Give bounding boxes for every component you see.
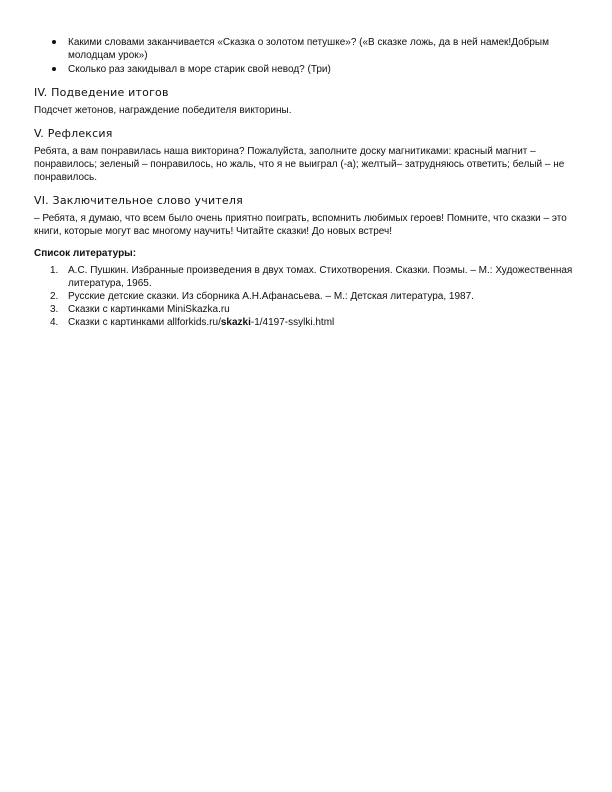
- list-item-text: А.С. Пушкин. Избранные произведения в двух томах. Стихотворения. Сказки. Поэмы. – М.: Художественная литература, 1965.: [68, 265, 573, 289]
- list-item-number: 2.: [50, 291, 59, 302]
- literature-list: [34, 264, 574, 329]
- section-heading: V. Рефлексия: [34, 127, 113, 140]
- list-item-text-after: -1/4197-ssylki.html: [250, 317, 335, 328]
- list-item: [50, 264, 574, 290]
- list-item-number: 1.: [50, 265, 59, 276]
- list-item: [50, 290, 574, 303]
- list-item-text: Сказки с картинками MiniSkazka.ru: [68, 304, 230, 315]
- list-item-number: 3.: [50, 304, 59, 315]
- list-item-text-bold: skazki: [220, 317, 251, 328]
- list-item-text: Русские детские сказки. Из сборника А.Н.Афанасьева. – М.: Детская литература, 1987.: [68, 291, 474, 302]
- section-summary: [34, 86, 574, 117]
- list-item: [50, 316, 574, 329]
- section-paragraph: Ребята, а вам понравилась наша викторина? Пожалуйста, заполните доску магнитиками: красный магнит – понравилось; зеленый – понравилось, но жаль, что я не выиграл (-а); желтый– затрудняюсь ответить; белый – не понравилось.: [34, 146, 565, 183]
- section-heading: VI. Заключительное слово учителя: [34, 194, 243, 207]
- list-item-number: 4.: [50, 317, 59, 328]
- section-closing-words: [34, 194, 574, 238]
- quiz-question-list: [34, 36, 574, 76]
- section-paragraph: – Ребята, я думаю, что всем было очень приятно поиграть, вспомнить любимых героев! Помните, что сказки – это книги, которые могут вас многому научить! Читайте сказки! До новых встреч!: [34, 213, 567, 237]
- list-item: [50, 303, 574, 316]
- list-item: Сколько раз закидывал в море старик свой невод? (Три): [68, 63, 574, 76]
- section-paragraph: Подсчет жетонов, награждение победителя викторины.: [34, 105, 292, 116]
- literature-heading: Список литературы:: [34, 248, 137, 259]
- section-heading: IV. Подведение итогов: [34, 86, 169, 99]
- list-item: Какими словами заканчивается «Сказка о золотом петушке»? («В сказке ложь, да в ней намек!Добрым молодцам урок»): [68, 36, 574, 62]
- list-item-text-before: Сказки с картинками allforkids.ru/: [68, 317, 221, 328]
- section-reflection: [34, 127, 574, 184]
